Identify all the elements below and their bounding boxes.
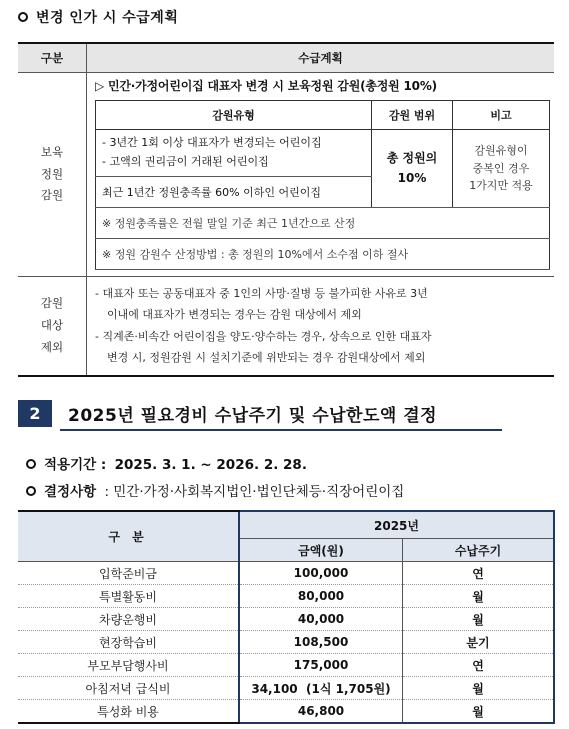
reduction-note: 감원유형이 중복인 경우 1가지만 적용 [453,130,550,208]
fee-amount: 34,100 (1식 1,705원) [239,677,403,700]
supply-plan-table [18,42,554,377]
fee-item: 현장학습비 [18,631,239,654]
fee-item: 차량운행비 [18,608,239,631]
fee-item: 입학준비금 [18,562,239,585]
fee-header-category: 구 분 [18,511,239,562]
section2-underline [60,429,502,431]
fee-cycle: 분기 [403,631,555,654]
fee-cycle: 월 [403,585,555,608]
table-row [18,654,554,677]
applicable-period: 적용기간 : 2025. 3. 1. ~ 2026. 2. 28. [26,453,307,473]
fee-amount: 40,000 [239,608,403,631]
reduction-type-a: - 3년간 1회 이상 대표자가 변경되는 어린이집 - 고액의 권리금이 거래된 어린이집 [96,130,372,177]
section2-title: 2025년 필요경비 수납주기 및 수납한도액 결정 [68,406,438,426]
table-row [18,608,554,631]
fee-table [18,510,555,724]
inner-header-range: 감원 범위 [372,101,453,130]
table-row [18,677,554,700]
footnote-calculation: ※ 정원 감원수 산정방법 : 총 정원의 10%에서 소수점 이하 절사 [96,239,550,270]
table-row [18,700,554,724]
circle-bullet-icon [26,459,36,469]
fee-amount: 100,000 [239,562,403,585]
fee-cycle: 연 [403,654,555,677]
reduction-range: 총 정원의 10% [372,130,453,208]
fee-cycle: 월 [403,608,555,631]
reduction-type-table [95,100,550,270]
fee-header-cycle: 수납주기 [403,539,555,562]
fee-header-year: 2025년 [239,511,554,539]
fee-cycle: 월 [403,677,555,700]
footnote-occupancy: ※ 정원충족률은 전월 말일 기준 최근 1년간으로 산정 [96,208,550,239]
decision-details: 결정사항 : 민간·가정·사회복지법인·법인단체등·직장어린이집 [26,480,404,500]
fee-item: 특성화 비용 [18,700,239,724]
reduction-heading: ▷ 민간·가정어린이집 대표자 변경 시 보육정원 감원(총정원 10%) [95,79,437,93]
inner-header-note: 비고 [453,101,550,130]
fee-item: 아침저녁 급식비 [18,677,239,700]
circle-bullet-icon [18,12,28,22]
exclusion-text: - 대표자 또는 공동대표자 중 1인의 사망·질병 등 불가피한 사유로 3년 이내에 대표자가 변경되는 경우는 감원 대상에서 제외 - 직계존·비속간 어린이집을 양도·양수하는 경우, 상속으로 인한 대표자 변경 시, 정원감원 시 설치기준에 위반되는 경우 감원대상에서 제외 [87,277,555,376]
table-row [18,585,554,608]
fee-amount: 80,000 [239,585,403,608]
section1-title: 변경 인가 시 수급계획 [36,10,179,26]
fee-amount: 46,800 [239,700,403,724]
col-header-category: 구분 [18,43,87,73]
fee-header-amount: 금액(원) [239,539,403,562]
fee-cycle: 월 [403,700,555,724]
fee-cycle: 연 [403,562,555,585]
circle-bullet-icon [26,486,36,496]
inner-header-type: 감원유형 [96,101,372,130]
section1-heading [18,7,178,27]
table-row [18,631,554,654]
section2-number: 2 [18,400,52,427]
row-label-exclusion: 감원 대상 제외 [18,277,87,376]
fee-amount: 175,000 [239,654,403,677]
col-header-plan: 수급계획 [87,43,555,73]
row-label-reduction: 보육 정원 감원 [18,73,87,277]
reduction-type-b: 최근 1년간 정원충족률 60% 이하인 어린이집 [96,177,372,208]
table-row [18,562,554,585]
fee-amount: 108,500 [239,631,403,654]
fee-item: 특별활동비 [18,585,239,608]
fee-item: 부모부담행사비 [18,654,239,677]
